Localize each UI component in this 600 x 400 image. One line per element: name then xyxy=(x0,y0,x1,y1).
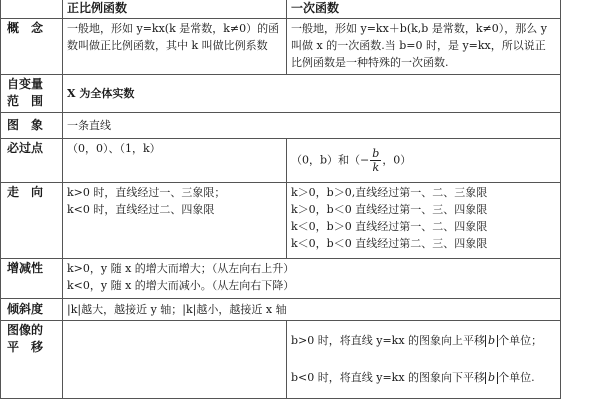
translation-down-text: b<0 时，将直线 y=kx 的图象向下平移 xyxy=(291,371,486,384)
row-label-translation: 图像的 平 移 xyxy=(1,321,63,399)
direction-proportional-line: k<0 时，直线经过二、四象限 xyxy=(67,203,215,216)
direction-linear-line: k＜0，b＜0 直线经过第二、三、四象限 xyxy=(291,237,488,250)
row-label-direction: 走 向 xyxy=(1,183,63,259)
row-direction xyxy=(1,183,561,259)
row-domain xyxy=(1,75,561,113)
fraction-b-over-k xyxy=(370,147,381,174)
monotonicity-line: k<0，y 随 x 的增大而减小。（从左向右下降） xyxy=(67,279,295,292)
fixed-points-linear-suffix: ，0） xyxy=(382,153,412,167)
row-steepness xyxy=(1,299,561,321)
translation-line-up xyxy=(291,332,556,349)
translation-proportional-empty xyxy=(63,321,287,399)
fixed-points-linear-prefix: （0，b）和（ xyxy=(291,153,361,167)
header-linear-function: 一次函数 xyxy=(287,0,561,19)
concept-proportional-text: 一般地，形如 y=kx(k 是常数，k≠0）的函数叫做正比例函数，其中 k 叫做比例系数 xyxy=(63,19,287,75)
direction-proportional-line: k>0 时，直线经过一、三象限； xyxy=(67,186,226,199)
fraction-denominator: k xyxy=(372,161,380,174)
header-row xyxy=(1,0,561,19)
direction-linear-line: k＞0，b＞0,直线经过第一、二、三象限 xyxy=(291,186,488,199)
row-graph xyxy=(1,113,561,139)
row-monotonicity xyxy=(1,259,561,299)
row-label-domain: 自变量 范 围 xyxy=(1,75,63,113)
direction-linear-line: k＞0，b＜0 直线经过第一、三、四象限 xyxy=(291,203,488,216)
translation-up-text: b>0 时，将直线 y=kx 的图象向上平移 xyxy=(291,334,486,347)
row-concept xyxy=(1,19,561,75)
row-fixed-points xyxy=(1,139,561,183)
steepness-text xyxy=(63,299,561,321)
abs-b: b xyxy=(485,372,498,384)
graph-text: 一条直线 xyxy=(63,113,561,139)
header-empty-cell xyxy=(1,0,63,19)
row-label-concept: 概 念 xyxy=(1,19,63,75)
monotonicity-line: k>0，y 随 x 的增大而增大；（从左向右上升） xyxy=(67,262,295,275)
steepness-part-2: |k|越小，越接近 x 轴 xyxy=(182,303,287,316)
translation-down-unit: 个单位. xyxy=(498,371,535,384)
row-label-graph: 图 象 xyxy=(1,113,63,139)
concept-linear-text: 一般地，形如 y=kx＋b(k,b 是常数，k≠0），那么 y 叫做 x 的一次函数.当 b=0 时，是 y=kx，所以说正比例函数是一种特殊的一次函数. xyxy=(287,19,561,75)
direction-linear xyxy=(287,183,561,259)
fraction-numerator: b xyxy=(372,147,380,160)
direction-linear-line: k＜0，b＞0 直线经过第一、二、四象限 xyxy=(291,220,488,233)
fixed-points-proportional: （0，0）、（1，k） xyxy=(63,139,287,183)
row-label-monotonicity: 增减性 xyxy=(1,259,63,299)
fixed-points-linear xyxy=(287,139,561,183)
row-translation xyxy=(1,321,561,399)
header-proportional-function: 正比例函数 xyxy=(63,0,287,19)
domain-text: X 为全体实数 xyxy=(63,75,561,113)
row-label-fixed-points: 必过点 xyxy=(1,139,63,183)
monotonicity-text xyxy=(63,259,561,299)
minus-sign: − xyxy=(360,153,370,167)
row-label-steepness: 倾斜度 xyxy=(1,299,63,321)
steepness-part-1: |k|越大，越接近 y 轴； xyxy=(67,303,183,316)
translation-line-down xyxy=(291,369,556,386)
translation-up-unit: 个单位； xyxy=(498,334,543,347)
abs-b: b xyxy=(485,335,498,347)
direction-proportional xyxy=(63,183,287,259)
translation-linear xyxy=(287,321,561,399)
